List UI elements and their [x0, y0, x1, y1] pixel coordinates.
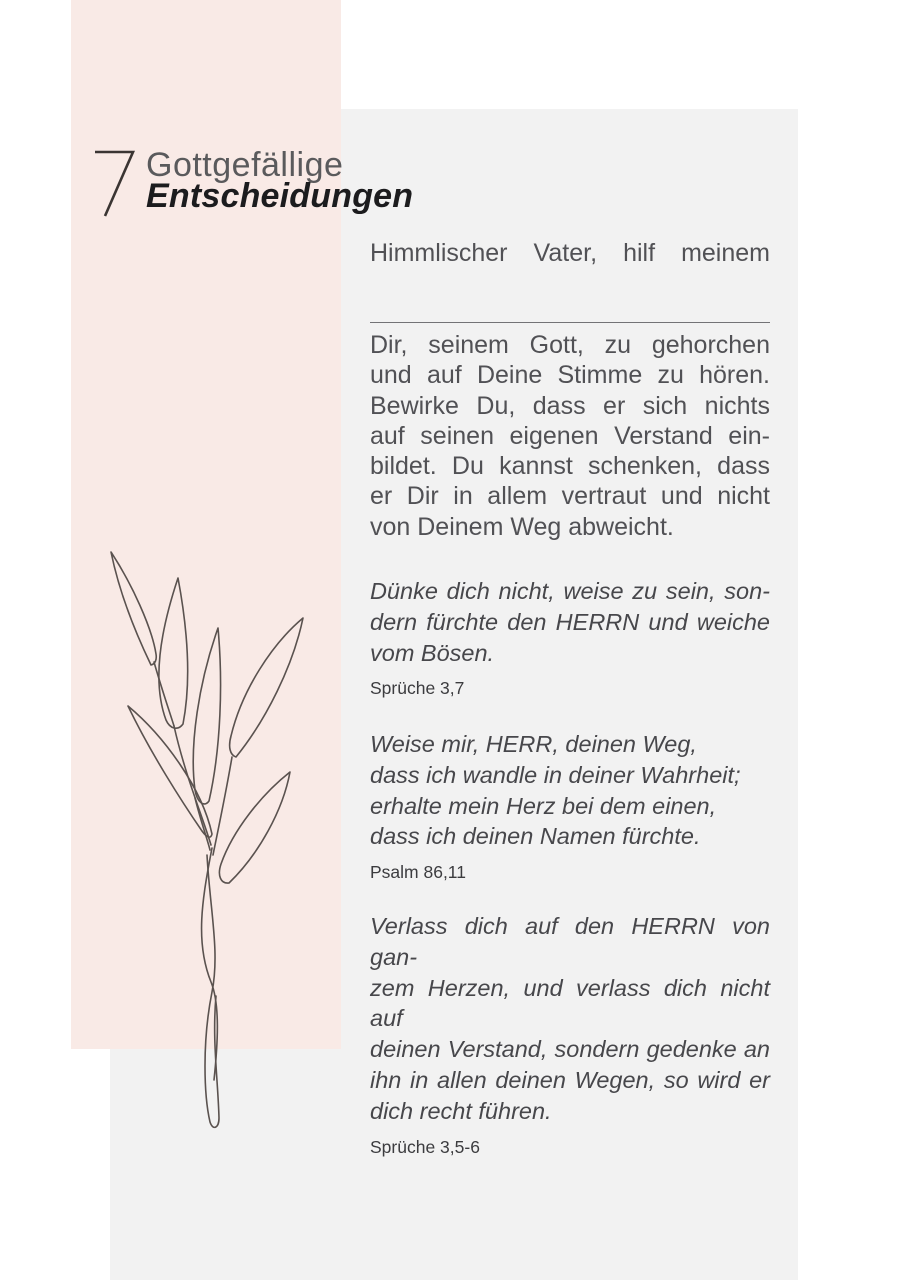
text-line: und auf Deine Stimme zu hören.	[370, 361, 770, 390]
text-line: dass ich deinen Namen fürchte.	[370, 823, 701, 850]
verse-quote	[370, 911, 770, 1127]
verse-block-sprueche-3-7	[370, 576, 770, 699]
verse-block-sprueche-3-5-6	[370, 911, 770, 1158]
text-line: bildet. Du kannst schenken, dass	[370, 452, 770, 481]
text-line: zem Herzen, und verlass dich nicht auf	[370, 974, 770, 1032]
chapter-title-line2: Entscheidungen	[146, 177, 414, 215]
text-line: ihn in allen deinen Wegen, so wird er	[370, 1066, 770, 1093]
verse-quote	[370, 729, 770, 852]
chapter-header	[146, 146, 414, 215]
text-line: Bewirke Du, dass er sich nichts	[370, 391, 770, 420]
prayer-paragraph	[370, 330, 770, 542]
text-line: dass ich wandle in deiner Wahrheit;	[370, 761, 741, 788]
text-line: dern fürchte den HERRN und weiche	[370, 608, 770, 635]
text-line: vom Bösen.	[370, 639, 495, 666]
verse-block-psalm-86-11	[370, 729, 770, 883]
text-line: er Dir in allem vertraut und nicht	[370, 482, 770, 511]
text-line: auf seinen eigenen Verstand ein-	[370, 421, 770, 450]
text-line: erhalte mein Herz bei dem einen,	[370, 792, 717, 819]
text-line: Dir, seinem Gott, zu gehorchen	[370, 331, 770, 359]
prayer-intro-line: Himmlischer Vater, hilf meinem	[370, 239, 770, 267]
verse-reference: Sprüche 3,5-6	[370, 1136, 480, 1157]
text-line: von Deinem Weg abweicht.	[370, 512, 674, 541]
plant-line-art-icon	[90, 540, 320, 1140]
text-line: Weise mir, HERR, deinen Weg,	[370, 731, 697, 757]
name-blank-line	[370, 322, 770, 323]
text-line: Dünke dich nicht, weise zu sein, son-	[370, 578, 770, 604]
text-line: dich recht führen.	[370, 1097, 552, 1124]
text-line: deinen Verstand, sondern gedenke an	[370, 1036, 770, 1063]
verse-reference: Psalm 86,11	[370, 862, 466, 883]
verse-reference: Sprüche 3,7	[370, 678, 465, 699]
chapter-title-line1: Gottgefällige	[146, 146, 344, 184]
verse-quote	[370, 576, 770, 668]
text-line: Verlass dich auf den HERRN von gan-	[370, 913, 770, 970]
chapter-number-icon	[93, 149, 139, 219]
